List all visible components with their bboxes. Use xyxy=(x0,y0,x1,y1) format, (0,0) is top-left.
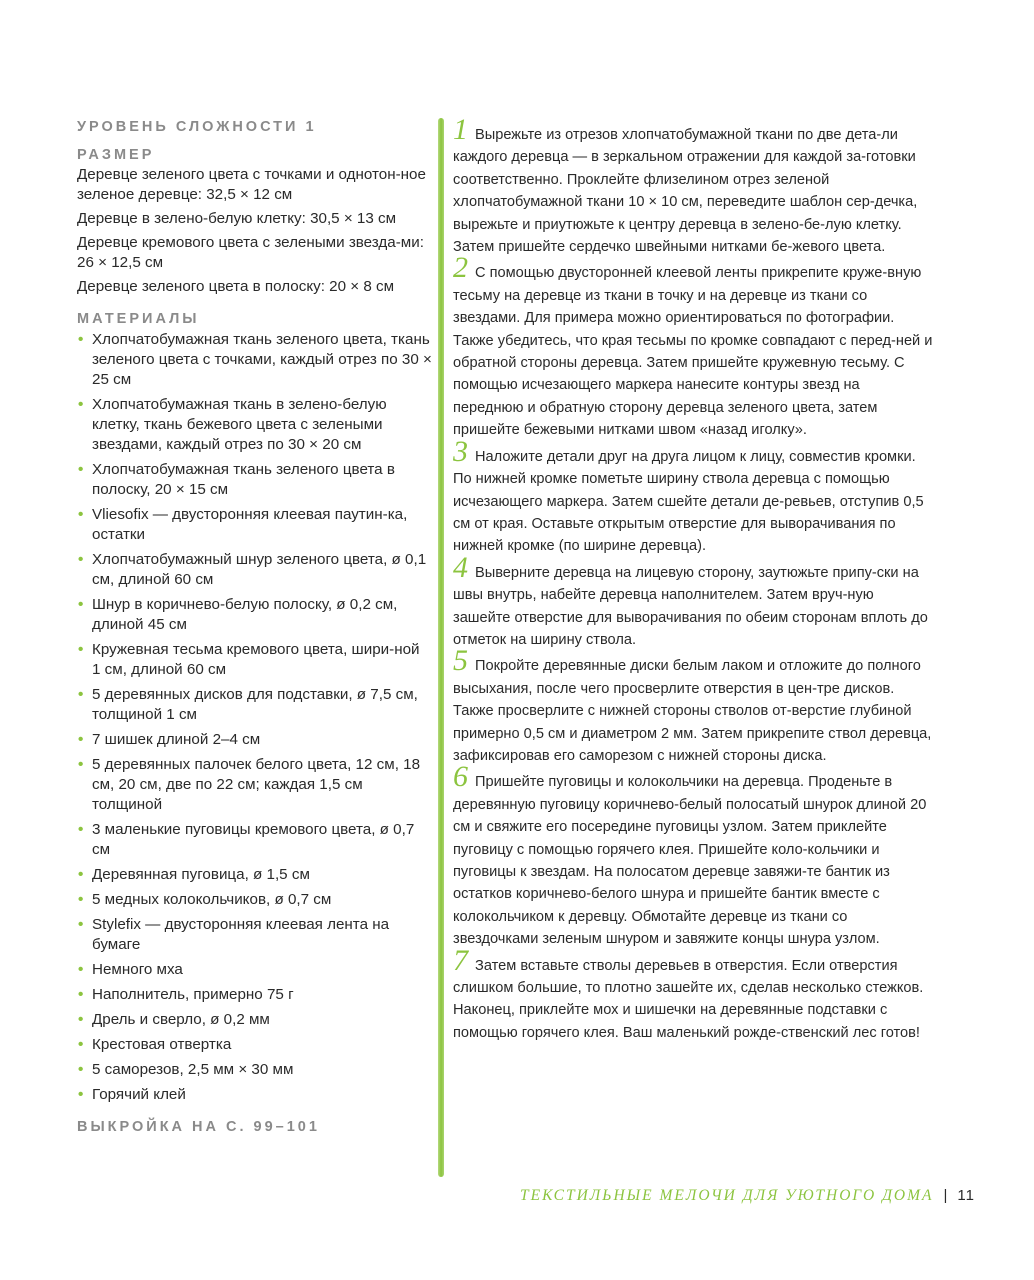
size-item: Деревце зеленого цвета в полоску: 20 × 8 см xyxy=(77,278,395,295)
material-item xyxy=(77,915,432,955)
materials-list xyxy=(77,330,432,1105)
material-item xyxy=(77,550,432,590)
material-item xyxy=(77,1010,432,1030)
material-item xyxy=(77,1060,432,1080)
material-text: Шнур в коричнево-белую полоску, ø 0,2 см, длиной 45 см xyxy=(92,596,398,633)
bullet-icon: • xyxy=(78,506,84,523)
bullet-icon: • xyxy=(78,686,84,703)
bullet-icon: • xyxy=(78,596,84,613)
page-footer xyxy=(520,1187,975,1205)
material-text: 5 саморезов, 2,5 мм × 30 мм xyxy=(92,1061,294,1078)
step-text: Выверните деревца на лицевую сторону, заутюжьте припу-ски на швы внутрь, набейте деревца наполнителем. Затем вруч-ную зашейте отверстие для выворачивания по обеим сторонам вплоть до отметок на ширину ствола. xyxy=(453,564,928,648)
size-item: Деревце кремового цвета с зелеными звезда-ми: 26 × 12,5 см xyxy=(77,234,424,271)
bullet-icon: • xyxy=(78,1036,84,1053)
pattern-reference: ВЫКРОЙКА НА С. 99–101 xyxy=(77,1119,320,1135)
material-item xyxy=(77,820,432,860)
material-item xyxy=(77,330,432,390)
material-text: Хлопчатобумажная ткань зеленого цвета, ткань зеленого цвета с точками, каждый отрез по 30 × 25 см xyxy=(92,331,432,388)
material-item xyxy=(77,865,432,885)
material-item xyxy=(77,1035,432,1055)
size-list xyxy=(77,165,432,297)
step-text: Покройте деревянные диски белым лаком и отложите до полного высыхания, после чего просверлите отверстия в цен-тре дисков. Также просверлите с нижней стороны стволов от-верстие глубиной примерно 0,5 см и диаметром 2 мм. Затем прикрепите ствол деревца, зафиксировав его саморезом с нижней стороны диска. xyxy=(453,658,932,764)
instruction-step xyxy=(453,113,933,258)
material-text: 3 маленькие пуговицы кремового цвета, ø 0,7 см xyxy=(92,821,415,858)
step-number: 4 xyxy=(453,550,468,584)
step-number: 6 xyxy=(453,760,468,794)
footer-separator: | xyxy=(943,1187,948,1204)
material-item xyxy=(77,640,432,680)
step-text: Вырежьте из отрезов хлопчатобумажной ткани по две дета-ли каждого деревца — в зеркальном отражении для каждой за-готовки соответственно. Проклейте флизелином отрез зеленой хлопчатобумажной ткани 10 × 10 см, переведите шаблон сер-дечка, вырежьте и приутюжьте к центру деревца в зелено-бе-лую клетку. Затем пришейте сердечко швейными нитками бе-жевого цвета. xyxy=(453,127,918,256)
step-number: 7 xyxy=(453,943,468,977)
materials-heading: МАТЕРИАЛЫ xyxy=(77,311,200,327)
material-text: 5 деревянных палочек белого цвета, 12 см, 18 см, 20 см, две по 22 см; каждая 1,5 см толщиной xyxy=(92,756,421,813)
step-number: 1 xyxy=(453,113,468,146)
bullet-icon: • xyxy=(78,1061,84,1078)
material-text: Stylefix — двусторонняя клеевая лента на бумаге xyxy=(92,916,390,953)
material-item xyxy=(77,890,432,910)
instruction-step xyxy=(453,644,933,767)
material-item xyxy=(77,960,432,980)
material-item xyxy=(77,395,432,455)
size-heading: РАЗМЕР xyxy=(77,147,155,163)
size-item: Деревце зеленого цвета с точками и однотон-ное зеленое деревце: 32,5 × 12 см xyxy=(77,166,426,203)
page-number: 11 xyxy=(957,1187,975,1204)
bullet-icon: • xyxy=(78,396,84,413)
materials-column xyxy=(77,117,432,1137)
instruction-step xyxy=(453,943,933,1045)
bullet-icon: • xyxy=(78,731,84,748)
bullet-icon: • xyxy=(78,331,84,348)
material-text: 5 деревянных дисков для подставки, ø 7,5 см, толщиной 1 см xyxy=(92,686,418,723)
step-text: Наложите детали друг на друга лицом к лицу, совместив кромки. По нижней кромке пометьте ширину ствола деревца с помощью исчезающего маркера. Затем сшейте детали де-ревьев, отступив 0,5 см от края. Оставьте открытым отверстие для выворачивания по нижней кромке (по ширине деревца). xyxy=(453,448,924,555)
step-number: 5 xyxy=(453,644,468,678)
material-item xyxy=(77,985,432,1005)
material-text: Хлопчатобумажный шнур зеленого цвета, ø 0,1 см, длиной 60 см xyxy=(92,551,427,588)
material-text: Хлопчатобумажная ткань в зелено-белую клетку, ткань бежевого цвета с зелеными звездами, каждый отрез по 30 × 20 см xyxy=(92,396,387,453)
material-text: Кружевная тесьма кремового цвета, шири-ной 1 см, длиной 60 см xyxy=(92,641,420,678)
material-item xyxy=(77,685,432,725)
material-text: Наполнитель, примерно 75 г xyxy=(92,986,294,1003)
step-text: С помощью двусторонней клеевой ленты прикрепите круже-вную тесьму на деревце из ткани в точку и на деревце из ткани со звездами. Для примера можно ориентироваться по фотографии. Также убедитесь, что края тесьмы по кромке совпадают с перед-ней и обратной стороны деревца. Затем пришейте кружевную тесьму. С помощью исчезающего маркера нанесите контуры звезд на переднюю и обратную сторону деревца зеленого цвета, затем пришейте бежевыми нитками швом «назад иголку». xyxy=(453,265,933,439)
instruction-step xyxy=(453,760,933,950)
bullet-icon: • xyxy=(78,461,84,478)
material-text: 5 медных колокольчиков, ø 0,7 см xyxy=(92,891,332,908)
material-item xyxy=(77,755,432,815)
bullet-icon: • xyxy=(78,986,84,1003)
bullet-icon: • xyxy=(78,551,84,568)
bullet-icon: • xyxy=(78,1086,84,1103)
material-item xyxy=(77,505,432,545)
bullet-icon: • xyxy=(78,821,84,838)
instruction-step xyxy=(453,434,933,558)
column-divider xyxy=(438,118,444,1177)
bullet-icon: • xyxy=(78,756,84,773)
difficulty-level: УРОВЕНЬ СЛОЖНОСТИ 1 xyxy=(77,119,317,135)
material-item xyxy=(77,460,432,500)
material-text: Деревянная пуговица, ø 1,5 см xyxy=(92,866,310,883)
instructions-column xyxy=(453,113,933,1044)
bullet-icon: • xyxy=(78,1011,84,1028)
step-number: 3 xyxy=(453,434,468,468)
instruction-step xyxy=(453,550,933,652)
material-text: Крестовая отвертка xyxy=(92,1036,232,1053)
step-text: Затем вставьте стволы деревьев в отверстия. Если отверстия слишком большие, то плотно зашейте их, сделав несколько стежков. Наконец, приклейте мох и шишечки на деревянные подставки с помощью горячего клея. Ваш маленький рожде-ственский лес готов! xyxy=(453,957,924,1041)
step-text: Пришейте пуговицы и колокольчики на деревца. Проденьте в деревянную пуговицу коричнево-белый полосатый шнурок длиной 20 см и свяжите его посередине пуговицы узлом. Затем приклейте пуговицу с помощью горячего клея. Пришейте коло-кольчики и пуговицы к звездам. На полосатом деревце завяжи-те бантик из остатков коричнево-белого шнура и пришейте бантик вместе с колокольчиком к деревцу. Обмотайте деревце из ткани со звездочками зеленым шнуром и завяжите концы шнура узлом. xyxy=(453,774,927,948)
material-text: Дрель и сверло, ø 0,2 мм xyxy=(92,1011,270,1028)
step-number: 2 xyxy=(453,251,468,285)
material-item xyxy=(77,1085,432,1105)
material-item xyxy=(77,730,432,750)
bullet-icon: • xyxy=(78,641,84,658)
bullet-icon: • xyxy=(78,961,84,978)
material-text: Горячий клей xyxy=(92,1086,186,1103)
bullet-icon: • xyxy=(78,891,84,908)
bullet-icon: • xyxy=(78,916,84,933)
size-item: Деревце в зелено-белую клетку: 30,5 × 13 см xyxy=(77,210,397,227)
footer-book-title: ТЕКСТИЛЬНЫЕ МЕЛОЧИ ДЛЯ УЮТНОГО ДОМА xyxy=(520,1187,934,1204)
material-text: Немного мха xyxy=(92,961,183,978)
material-text: 7 шишек длиной 2–4 см xyxy=(92,731,261,748)
instruction-step xyxy=(453,251,933,441)
bullet-icon: • xyxy=(78,866,84,883)
material-text: Хлопчатобумажная ткань зеленого цвета в полоску, 20 × 15 см xyxy=(92,461,395,498)
material-item xyxy=(77,595,432,635)
material-text: Vliesofix — двусторонняя клеевая паутин-ка, остатки xyxy=(92,506,408,543)
